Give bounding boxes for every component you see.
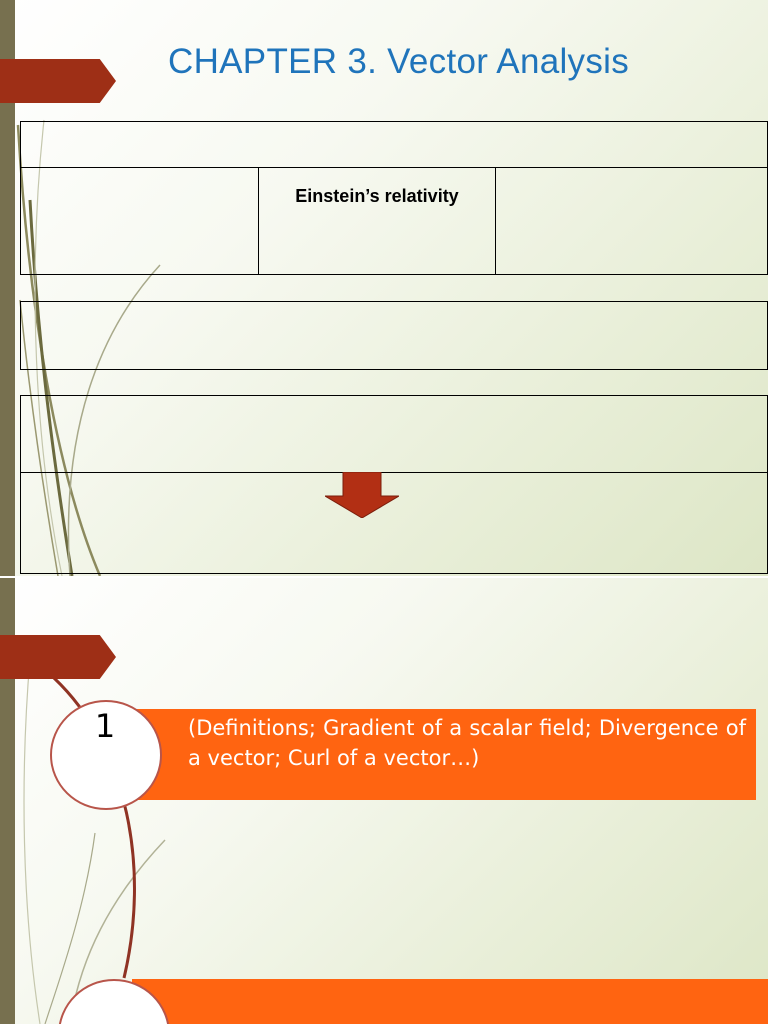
table-cell-label: Einstein’s relativity bbox=[295, 186, 459, 206]
item-1-number: 1 bbox=[94, 707, 116, 745]
item-1-text: (Definitions; Gradient of a scalar field; Divergence of a vector; Curl of a vector…) bbox=[188, 716, 746, 770]
table-row-top bbox=[20, 121, 768, 168]
slide-title: CHAPTER 3. Vector Analysis bbox=[168, 42, 630, 81]
content-box-2 bbox=[20, 395, 768, 473]
table-cell-middle bbox=[258, 167, 496, 275]
down-arrow-icon bbox=[325, 472, 399, 518]
content-box-1 bbox=[20, 301, 768, 370]
item-2-banner bbox=[132, 979, 768, 1024]
tab-arrow-icon bbox=[0, 635, 116, 679]
table-cell-right bbox=[495, 167, 768, 275]
slide-2 bbox=[0, 578, 768, 1024]
table-cell-left bbox=[20, 167, 259, 275]
tab-arrow-icon bbox=[0, 59, 116, 103]
